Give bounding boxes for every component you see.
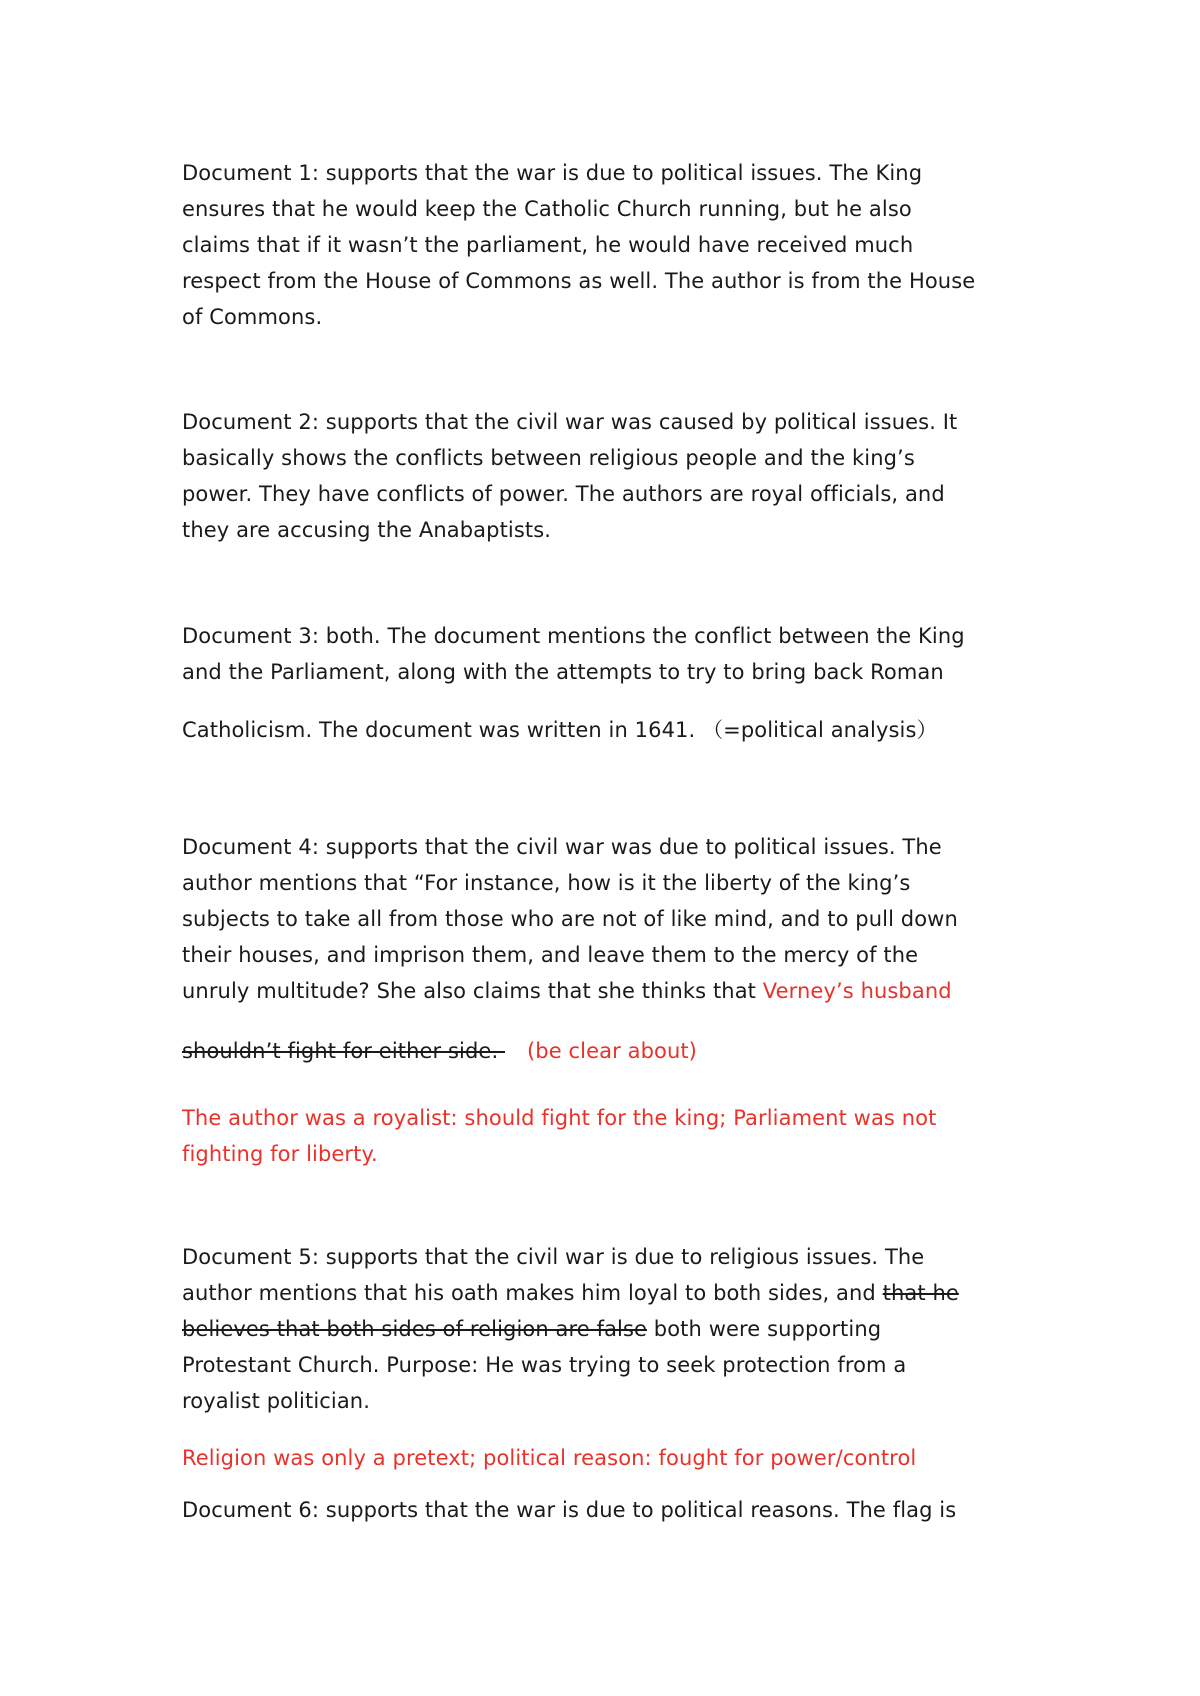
doc4-line: author mentions that “For instance, how is it the liberty of the king’s	[182, 871, 911, 895]
doc5-line2-text: author mentions that his oath makes him loyal to both sides, and	[182, 1281, 883, 1305]
doc5-line	[182, 1275, 1042, 1311]
doc1-line: respect from the House of Commons as well. The author is from the House	[182, 269, 976, 293]
doc5-line	[182, 1311, 1042, 1347]
red-note-line: The author was a royalist: should fight for the king; Parliament was not	[182, 1106, 937, 1130]
doc1-line: of Commons.	[182, 305, 323, 329]
doc4-line: subjects to take all from those who are not of like mind, and to pull down	[182, 907, 958, 931]
document-4-red-note	[182, 1100, 1042, 1172]
document-2-paragraph	[182, 404, 1042, 548]
doc2-line: Document 2: supports that the civil war was caused by political issues. It	[182, 410, 958, 434]
doc5-line3-text: both were supporting	[647, 1317, 882, 1341]
document-3-last-line	[182, 712, 1042, 748]
document-5-red-note	[182, 1440, 1042, 1476]
doc4-line: their houses, and imprison them, and leave them to the mercy of the	[182, 943, 919, 967]
doc4-red-comment: (be clear about)	[527, 1039, 697, 1063]
struck-text: that he	[882, 1281, 959, 1305]
doc6-line: Document 6: supports that the war is due to political reasons. The flag is	[182, 1498, 957, 1522]
doc4-line	[182, 1033, 1042, 1069]
struck-text: believes that both sides of religion are false	[182, 1317, 648, 1341]
doc2-line: power. They have conflicts of power. The authors are royal officials, and	[182, 482, 945, 506]
doc4-line: Document 4: supports that the civil war was due to political issues. The	[182, 835, 942, 859]
doc4-line5-text: unruly multitude? She also claims that she thinks that	[182, 979, 763, 1003]
document-3-paragraph	[182, 618, 1042, 690]
doc2-line: basically shows the conflicts between religious people and the king’s	[182, 446, 915, 470]
doc5-line: Document 5: supports that the civil war is due to religious issues. The	[182, 1245, 925, 1269]
document-6-paragraph	[182, 1492, 1042, 1528]
doc1-line: claims that if it wasn’t the parliament, he would have received much	[182, 233, 914, 257]
document-4-struck-line	[182, 1033, 1042, 1069]
doc4-red-annotation: Verney’s husband	[762, 979, 952, 1003]
doc3-line: and the Parliament, along with the attempts to try to bring back Roman	[182, 660, 944, 684]
document-4-paragraph	[182, 829, 1042, 1009]
doc1-line: ensures that he would keep the Catholic Church running, but he also	[182, 197, 912, 221]
doc5-line: Protestant Church. Purpose: He was trying to seek protection from a	[182, 1353, 907, 1377]
red-note-line: fighting for liberty.	[182, 1142, 378, 1166]
doc3-line: Catholicism. The document was written in 1641. （=political analysis）	[182, 718, 938, 742]
doc1-line: Document 1: supports that the war is due to political issues. The King	[182, 161, 923, 185]
document-5-paragraph	[182, 1239, 1042, 1419]
red-note-line: Religion was only a pretext; political reason: fought for power/control	[182, 1446, 917, 1470]
doc5-line: royalist politician.	[182, 1389, 370, 1413]
document-1-paragraph	[182, 155, 1042, 335]
struck-text: shouldn’t fight for either side.	[182, 1039, 505, 1063]
doc2-line: they are accusing the Anabaptists.	[182, 518, 552, 542]
doc3-line: Document 3: both. The document mentions the conflict between the King	[182, 624, 965, 648]
doc4-line	[182, 973, 1042, 1009]
